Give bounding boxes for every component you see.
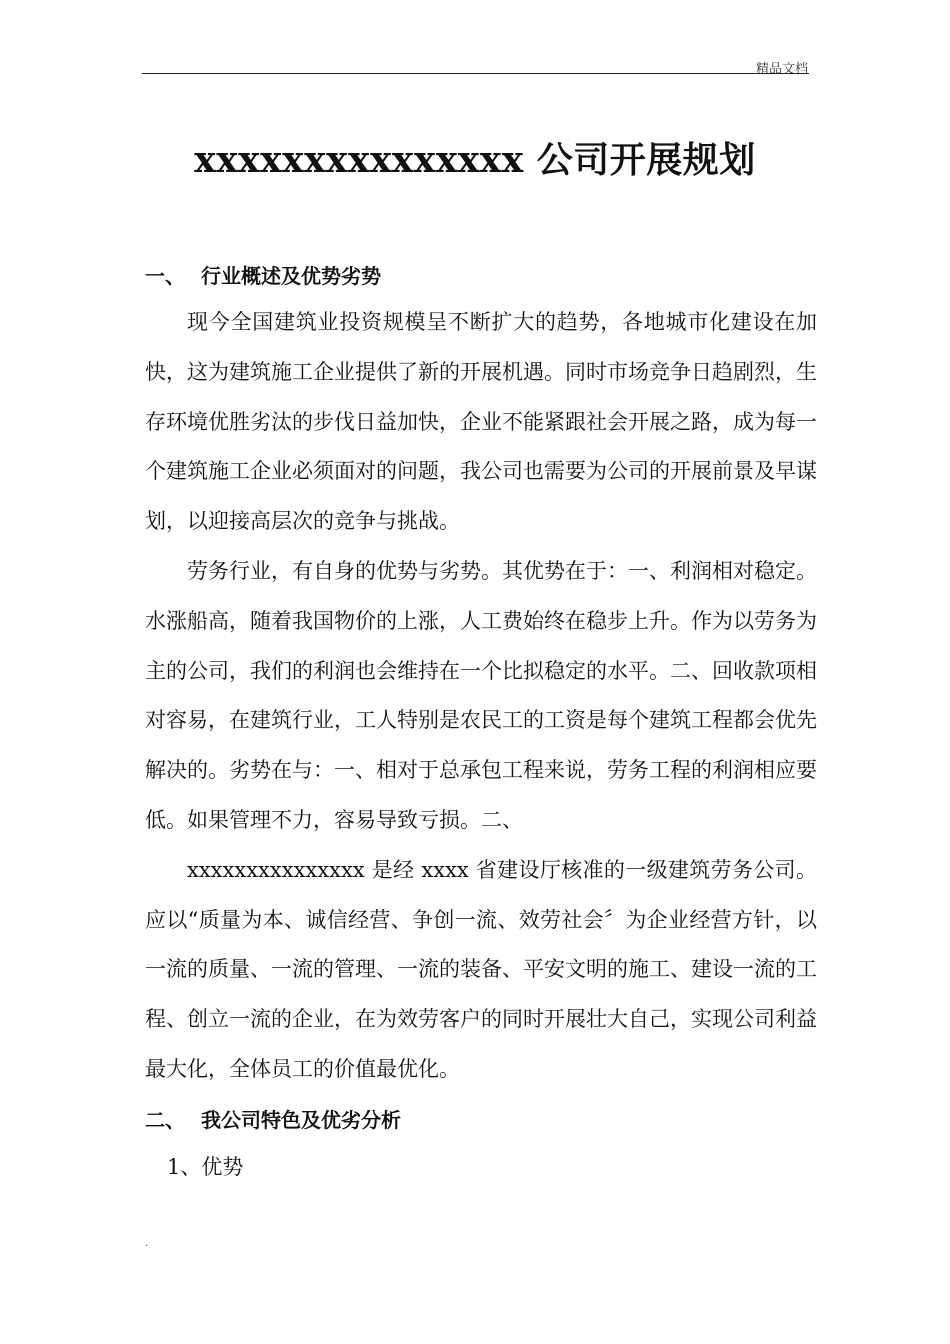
section-heading-overview bbox=[145, 250, 817, 298]
section-title: 我公司特色及优劣分析 bbox=[201, 1108, 401, 1133]
header-label: 精品文档 bbox=[755, 62, 808, 77]
section-number: 一、 bbox=[145, 263, 185, 288]
list-item: 1、优势 bbox=[167, 1154, 244, 1179]
section-title: 行业概述及优势劣势 bbox=[201, 263, 381, 288]
paragraph: xxxxxxxxxxxxxxx 是经 xxxx 省建设厅核准的一级建筑劳务公司。应以“质量为本、诚信经营、争创一流、效劳社会〞为企业经营方针，以一流的质量、一流的管理、一流的装备、平安文明的施工、建设一流的工程、创立一流的企业，在为效劳客户的同时开展壮大自己，实现公司利益最大化，全体员工的价值最优化。 bbox=[145, 857, 817, 1081]
header-rule bbox=[142, 73, 809, 74]
paragraph: 现今全国建筑业投资规模呈不断扩大的趋势，各地城市化建设在加快，这为建筑施工企业提供了新的开展机遇。同时市场竞争日趋剧烈，生存环境优胜劣汰的步伐日益加快，企业不能紧跟社会开展之路，成为每一个建筑施工企业必须面对的问题，我公司也需要为公司的开展前景及早谋划，以迎接高层次的竞争与挑战。 bbox=[145, 310, 817, 534]
paragraph: 劳务行业，有自身的优势与劣势。其优势在于：一、利润相对稳定。水涨船高，随着我国物价的上涨，人工费始终在稳步上升。作为以劳务为主的公司，我们的利润也会维持在一个比拟稳定的水平。二、回收款项相对容易，在建筑行业，工人特别是农民工的工资是每个建筑工程都会优先解决的。劣势在与：一、相对于总承包工程来说，劳务工程的利润相应要低。如果管理不力，容易导致亏损。二、 bbox=[145, 558, 817, 832]
section-number: 二、 bbox=[145, 1108, 185, 1133]
section-heading-analysis bbox=[145, 1095, 817, 1143]
document-body bbox=[145, 250, 817, 1191]
document-title: xxxxxxxxxxxxxxx 公司开展规划 bbox=[194, 139, 756, 181]
footer-mark: . bbox=[145, 1238, 149, 1249]
